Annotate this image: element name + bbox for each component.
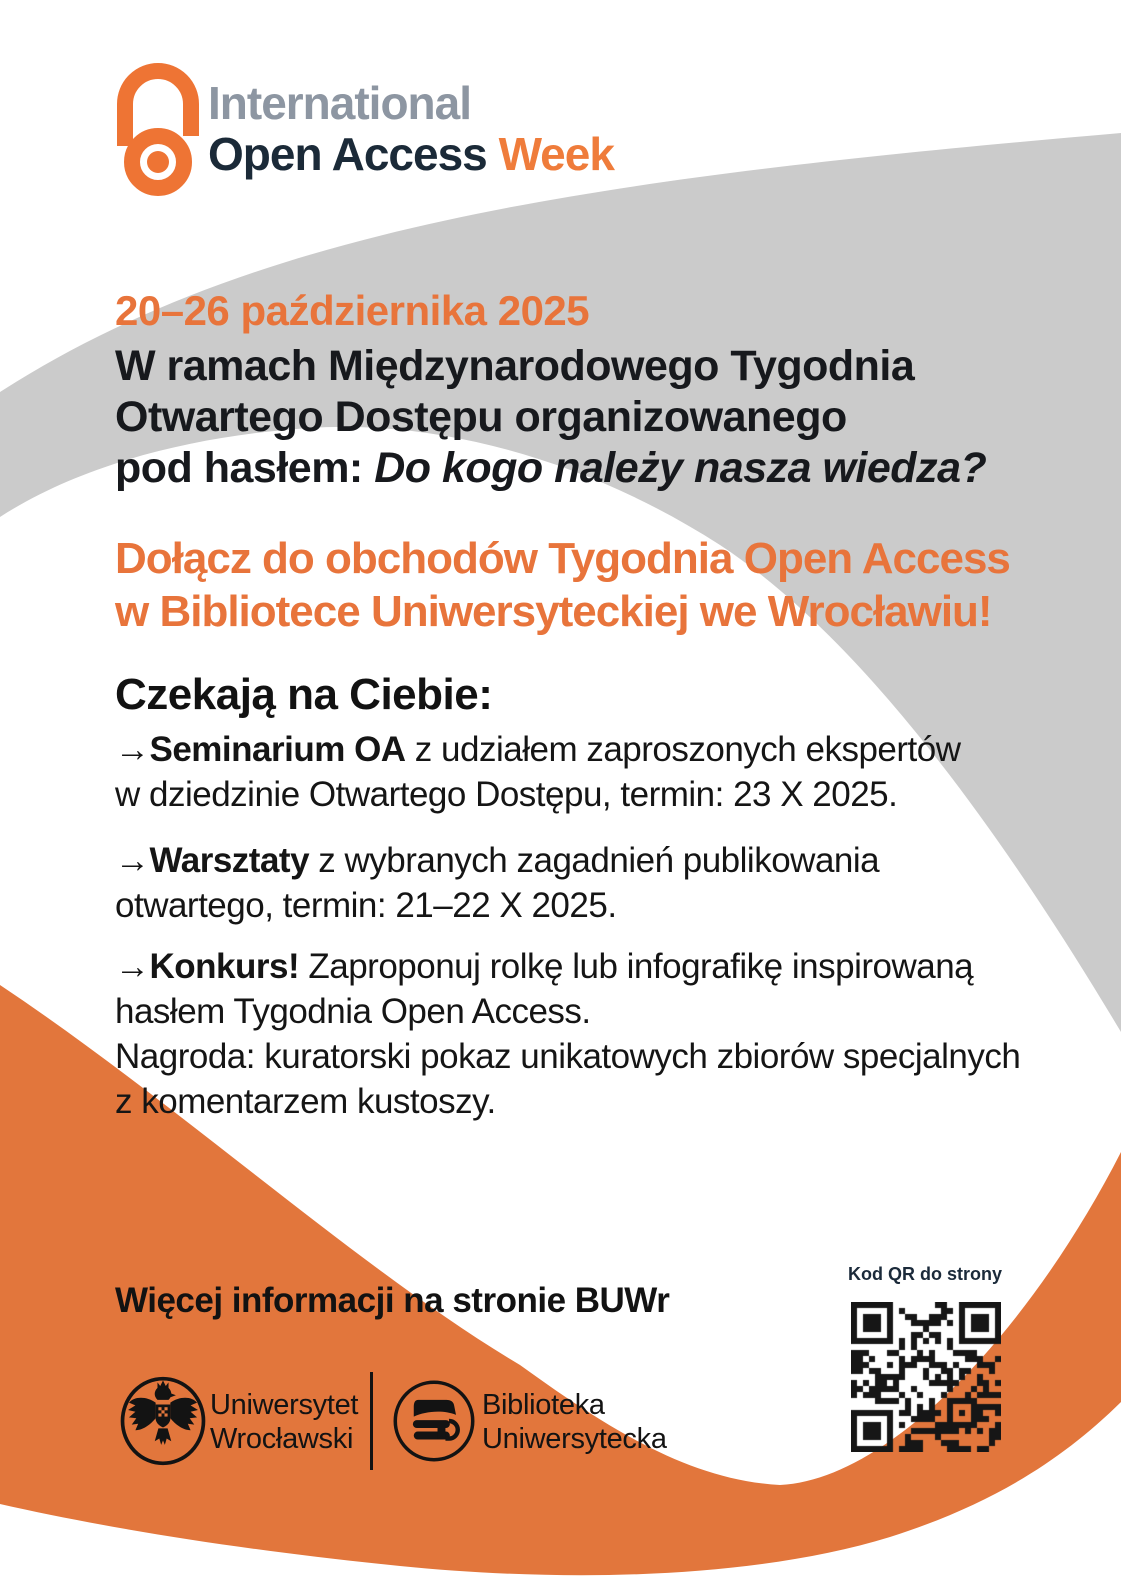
qr-code-label: Kod QR do strony — [848, 1264, 1002, 1284]
cta-line-1: Dołącz do obchodów Tygodnia Open Access — [115, 534, 1010, 583]
agenda-item-line: w dziedzinie Otwartego Dostępu, termin: 23 X 2025. — [115, 775, 898, 814]
open-access-lock-icon — [112, 58, 204, 196]
agenda-item-text: z wybranych zagadnień publikowania — [309, 841, 880, 880]
agenda-item-line — [115, 727, 961, 772]
agenda-item-workshops — [115, 838, 879, 928]
headline-line-2: Otwartego Dostępu organizowanego — [115, 393, 847, 441]
logo-line-open-access-week — [208, 129, 614, 180]
headline-line-3-prefix: pod hasłem: — [115, 444, 375, 492]
agenda-item-line: hasłem Tygodnia Open Access. — [115, 992, 591, 1031]
agenda-item-lead: →Seminarium OA — [115, 730, 406, 769]
university-name-line-1: Uniwersytet — [210, 1389, 359, 1421]
headline-line-3 — [115, 443, 986, 494]
agenda-item-line: Nagroda: kuratorski pokaz unikatowych zbiorów specjalnych — [115, 1037, 1021, 1076]
agenda-title: Czekają na Ciebie: — [115, 670, 493, 719]
library-name — [482, 1388, 667, 1456]
logo-divider — [370, 1372, 373, 1470]
cta-heading — [115, 532, 1010, 638]
qr-code — [851, 1302, 1001, 1452]
more-info-text: Więcej informacji na stronie BUWr — [115, 1281, 670, 1320]
cta-line-2: w Bibliotece Uniwersyteckiej we Wrocławiu! — [115, 587, 992, 636]
agenda-item-text: z udziałem zaproszonych ekspertów — [405, 730, 961, 769]
agenda-item-text: Zaproponuj rolkę lub infografikę inspirowaną — [299, 947, 974, 986]
logo-wordmark — [208, 78, 614, 180]
agenda-item-line — [115, 944, 1020, 989]
library-name-line-1: Biblioteka — [482, 1389, 605, 1421]
agenda-item-line: otwartego, termin: 21–22 X 2025. — [115, 886, 617, 925]
event-date: 20–26 października 2025 — [115, 287, 590, 334]
agenda-item-lead: →Warsztaty — [115, 841, 310, 880]
headline — [115, 341, 986, 494]
agenda-item-contest — [115, 944, 1020, 1124]
library-name-line-2: Uniwersytecka — [482, 1423, 667, 1455]
agenda-item-line — [115, 838, 879, 883]
university-library-book-icon — [390, 1377, 478, 1465]
university-of-wroclaw-crest-icon — [117, 1375, 209, 1467]
logo-week-text: Week — [498, 128, 614, 180]
agenda-item-line: z komentarzem kustoszy. — [115, 1082, 496, 1121]
logo-line-international: International — [208, 77, 472, 129]
university-name-line-2: Wrocławski — [210, 1423, 354, 1455]
logo-open-access-text: Open Access — [208, 128, 487, 180]
agenda-item-lead: →Konkurs! — [115, 947, 300, 986]
headline-theme-italic: Do kogo należy nasza wiedza? — [374, 444, 987, 492]
university-name — [210, 1388, 358, 1456]
agenda-item-seminar — [115, 727, 961, 817]
headline-line-1: W ramach Międzynarodowego Tygodnia — [115, 342, 915, 390]
